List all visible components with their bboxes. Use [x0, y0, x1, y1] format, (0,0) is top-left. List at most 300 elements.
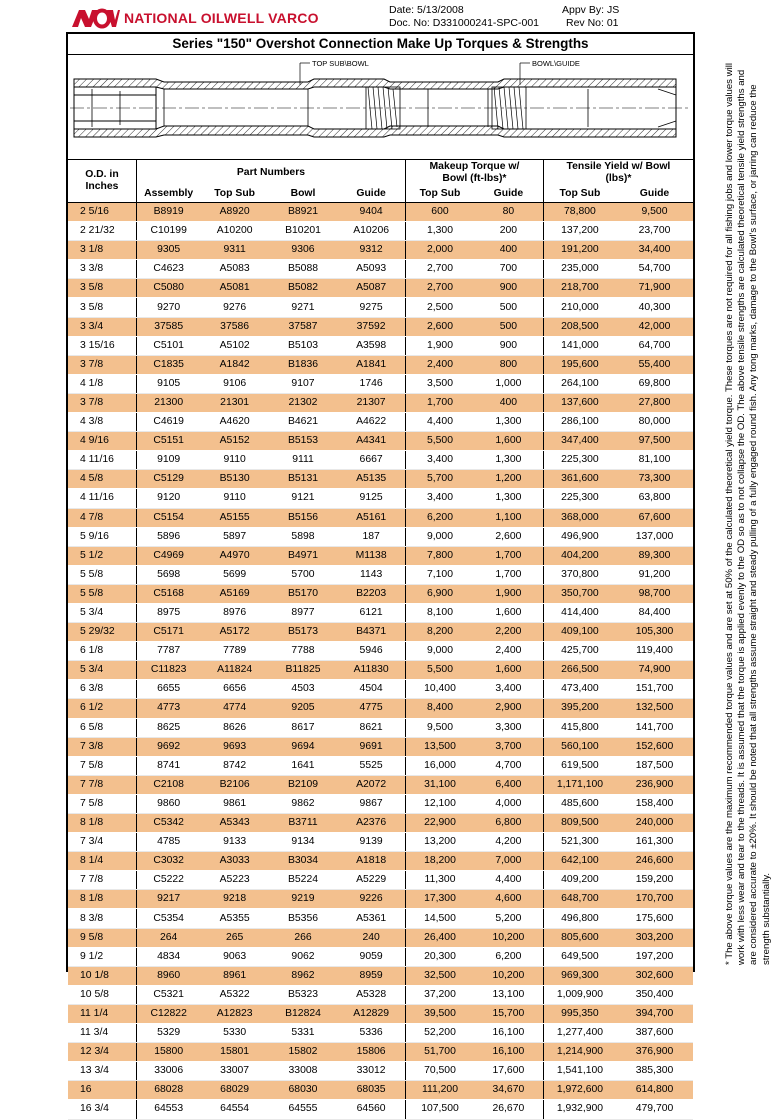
table-cell: A3598	[337, 336, 405, 355]
table-cell: 3 7/8	[68, 355, 136, 374]
table-cell: 9107	[269, 374, 337, 393]
table-cell: 409,200	[543, 871, 616, 890]
table-cell: 68030	[269, 1081, 337, 1100]
table-row	[68, 603, 693, 622]
table-cell: 485,600	[543, 794, 616, 813]
table-cell: 1,700	[474, 546, 543, 565]
table-cell: 4 7/8	[68, 508, 136, 527]
table-cell: 1,700	[406, 393, 474, 412]
table-cell: 2,700	[406, 260, 474, 279]
table-cell: 5 5/8	[68, 565, 136, 584]
table-cell: 5331	[269, 1024, 337, 1043]
table-cell: 9312	[337, 241, 405, 260]
table-cell: 64553	[136, 1100, 200, 1119]
table-row	[68, 546, 693, 565]
table-cell: C12822	[136, 1004, 200, 1023]
table-cell: 8741	[136, 756, 200, 775]
table-cell: 4,200	[474, 833, 543, 852]
table-cell: 1,300	[474, 451, 543, 470]
table-row	[68, 718, 693, 737]
table-cell: B8919	[136, 203, 200, 222]
table-cell: 5700	[269, 565, 337, 584]
table-cell: 1,600	[474, 661, 543, 680]
table-row	[68, 489, 693, 508]
table-cell: 4773	[136, 699, 200, 718]
table-cell: 414,400	[543, 603, 616, 622]
table-cell: 400	[474, 241, 543, 260]
table-cell: C5080	[136, 279, 200, 298]
table-cell: A1818	[337, 852, 405, 871]
table-cell: 9 5/8	[68, 928, 136, 947]
table-cell: 16,100	[474, 1043, 543, 1062]
table-cell: 21307	[337, 393, 405, 412]
table-cell: 2 21/32	[68, 222, 136, 241]
table-cell: 11,300	[406, 871, 474, 890]
table-cell: 7 5/8	[68, 794, 136, 813]
table-cell: 9219	[269, 890, 337, 909]
table-cell: 5,500	[406, 432, 474, 451]
table-cell: 415,800	[543, 718, 616, 737]
table-cell: 500	[474, 317, 543, 336]
table-cell: 69,800	[616, 374, 693, 393]
table-cell: 9311	[200, 241, 268, 260]
table-row	[68, 393, 693, 412]
col-top-sub: Top Sub	[200, 186, 268, 203]
table-cell: A5328	[337, 985, 405, 1004]
table-cell: 4775	[337, 699, 405, 718]
col-makeup-torque: Makeup Torque w/ Bowl (ft-lbs)*	[406, 160, 544, 186]
table-cell: 9110	[200, 451, 268, 470]
table-cell: B4971	[269, 546, 337, 565]
table-row	[68, 680, 693, 699]
table-cell: 78,800	[543, 203, 616, 222]
table-cell: A10200	[200, 222, 268, 241]
table-cell: 68035	[337, 1081, 405, 1100]
table-cell: B5170	[269, 584, 337, 603]
table-cell: A5093	[337, 260, 405, 279]
table-cell: 4785	[136, 833, 200, 852]
table-cell: 9,500	[616, 203, 693, 222]
table-cell: 151,700	[616, 680, 693, 699]
table-cell: 1,700	[474, 565, 543, 584]
table-cell: 394,700	[616, 1004, 693, 1023]
table-cell: 218,700	[543, 279, 616, 298]
table-row	[68, 374, 693, 393]
table-cell: 11 1/4	[68, 1004, 136, 1023]
table-cell: 3,500	[406, 374, 474, 393]
col-mt-top-sub: Top Sub	[406, 186, 474, 203]
table-cell: 5 1/2	[68, 546, 136, 565]
table-cell: 16	[68, 1081, 136, 1100]
table-cell: C5321	[136, 985, 200, 1004]
table-cell: A5169	[200, 584, 268, 603]
table-cell: 1,600	[474, 432, 543, 451]
table-row	[68, 317, 693, 336]
table-cell: 97,500	[616, 432, 693, 451]
table-cell: 286,100	[543, 413, 616, 432]
table-cell: 210,000	[543, 298, 616, 317]
table-cell: 33006	[136, 1062, 200, 1081]
table-cell: 8975	[136, 603, 200, 622]
table-cell: 521,300	[543, 833, 616, 852]
table-cell: 3,400	[406, 489, 474, 508]
table-cell: 404,200	[543, 546, 616, 565]
table-cell: 195,600	[543, 355, 616, 374]
table-cell: A2072	[337, 775, 405, 794]
table-cell: A5161	[337, 508, 405, 527]
table-cell: 6,200	[474, 947, 543, 966]
label-top-sub-bowl: TOP SUB\BOWL	[312, 59, 369, 68]
table-cell: B3034	[269, 852, 337, 871]
table-cell: 6655	[136, 680, 200, 699]
table-cell: 5699	[200, 565, 268, 584]
table-cell: A5229	[337, 871, 405, 890]
table-cell: 52,200	[406, 1024, 474, 1043]
table-cell: 4,400	[474, 871, 543, 890]
table-row	[68, 814, 693, 833]
col-bowl: Bowl	[269, 186, 337, 203]
table-cell: 1143	[337, 565, 405, 584]
table-cell: 7789	[200, 642, 268, 661]
table-cell: 350,700	[543, 584, 616, 603]
table-cell: 9275	[337, 298, 405, 317]
table-row	[68, 241, 693, 260]
table-cell: 7788	[269, 642, 337, 661]
table-row	[68, 413, 693, 432]
table-cell: 31,100	[406, 775, 474, 794]
table-cell: 137,000	[616, 527, 693, 546]
table-cell: A2376	[337, 814, 405, 833]
table-cell: 9110	[200, 489, 268, 508]
table-cell: 3,400	[406, 451, 474, 470]
table-cell: 235,000	[543, 260, 616, 279]
table-cell: A5135	[337, 470, 405, 489]
col-ty-guide: Guide	[616, 186, 693, 203]
table-cell: 264	[136, 928, 200, 947]
table-cell: A1841	[337, 355, 405, 374]
overshot-connection-drawing	[68, 55, 693, 160]
table-cell: 5896	[136, 527, 200, 546]
table-cell: 141,700	[616, 718, 693, 737]
company-name: NATIONAL OILWELL VARCO	[124, 10, 319, 26]
table-cell: 9120	[136, 489, 200, 508]
table-row	[68, 451, 693, 470]
table-cell: B4621	[269, 413, 337, 432]
table-cell: 13,100	[474, 985, 543, 1004]
table-cell: 7,800	[406, 546, 474, 565]
table-cell: 16,000	[406, 756, 474, 775]
table-cell: C3032	[136, 852, 200, 871]
table-row	[68, 947, 693, 966]
table-cell: 137,200	[543, 222, 616, 241]
table-row	[68, 1100, 693, 1119]
table-cell: 26,670	[474, 1100, 543, 1119]
table-cell: 21300	[136, 393, 200, 412]
table-cell: 12,100	[406, 794, 474, 813]
table-cell: B10201	[269, 222, 337, 241]
table-row	[68, 928, 693, 947]
table-cell: B5103	[269, 336, 337, 355]
table-cell: 225,300	[543, 451, 616, 470]
doc-number: Doc. No: D331000241-SPC-001	[389, 17, 540, 29]
table-row	[68, 871, 693, 890]
table-row	[68, 985, 693, 1004]
table-cell: 64555	[269, 1100, 337, 1119]
table-row	[68, 1024, 693, 1043]
table-cell: 2,200	[474, 623, 543, 642]
table-cell: 70,500	[406, 1062, 474, 1081]
table-row	[68, 279, 693, 298]
table-cell: 5,500	[406, 661, 474, 680]
table-cell: C11823	[136, 661, 200, 680]
table-cell: A5083	[200, 260, 268, 279]
table-cell: 9691	[337, 737, 405, 756]
table-cell: 2 5/16	[68, 203, 136, 222]
table-cell: B2203	[337, 584, 405, 603]
table-cell: 4 3/8	[68, 413, 136, 432]
col-part-numbers: Part Numbers	[136, 160, 405, 186]
table-cell: 21302	[269, 393, 337, 412]
table-cell: 1,100	[474, 508, 543, 527]
table-cell: 22,900	[406, 814, 474, 833]
table-cell: 266	[269, 928, 337, 947]
table-cell: 74,900	[616, 661, 693, 680]
table-cell: 137,600	[543, 393, 616, 412]
table-cell: 4834	[136, 947, 200, 966]
table-cell: 368,000	[543, 508, 616, 527]
table-cell: 4 11/16	[68, 489, 136, 508]
table-cell: 347,400	[543, 432, 616, 451]
table-cell: 68028	[136, 1081, 200, 1100]
table-cell: 5 3/4	[68, 661, 136, 680]
table-cell: B5224	[269, 871, 337, 890]
revision-number: Rev No: 01	[566, 17, 619, 29]
col-mt-guide: Guide	[474, 186, 543, 203]
table-cell: B5173	[269, 623, 337, 642]
table-row	[68, 623, 693, 642]
table-cell: 8617	[269, 718, 337, 737]
table-cell: 496,900	[543, 527, 616, 546]
table-cell: 400	[474, 393, 543, 412]
table-cell: 8626	[200, 718, 268, 737]
table-cell: 8961	[200, 966, 268, 985]
table-cell: 105,300	[616, 623, 693, 642]
table-cell: 64,700	[616, 336, 693, 355]
table-cell: 264,100	[543, 374, 616, 393]
table-cell: 4774	[200, 699, 268, 718]
table-row	[68, 909, 693, 928]
table-cell: B4371	[337, 623, 405, 642]
table-cell: 265	[200, 928, 268, 947]
table-cell: 15801	[200, 1043, 268, 1062]
table-cell: 4503	[269, 680, 337, 699]
table-cell: B12824	[269, 1004, 337, 1023]
table-cell: 187,500	[616, 756, 693, 775]
table-row	[68, 756, 693, 775]
table-cell: 8959	[337, 966, 405, 985]
table-cell: B5356	[269, 909, 337, 928]
table-cell: 9106	[200, 374, 268, 393]
table-cell: 158,400	[616, 794, 693, 813]
table-cell: 4,400	[406, 413, 474, 432]
table-cell: 240	[337, 928, 405, 947]
table-cell: 1,600	[474, 603, 543, 622]
footnote-container	[704, 60, 772, 970]
table-cell: 1,300	[406, 222, 474, 241]
table-cell: 6656	[200, 680, 268, 699]
table-cell: 13 3/4	[68, 1062, 136, 1081]
table-cell: 73,300	[616, 470, 693, 489]
table-cell: 4,000	[474, 794, 543, 813]
table-cell: 6 1/8	[68, 642, 136, 661]
col-tensile-yield: Tensile Yield w/ Bowl (lbs)*	[543, 160, 693, 186]
table-cell: 5946	[337, 642, 405, 661]
table-cell: 9,000	[406, 527, 474, 546]
table-cell: 5329	[136, 1024, 200, 1043]
table-cell: A8920	[200, 203, 268, 222]
table-row	[68, 775, 693, 794]
table-cell: 64554	[200, 1100, 268, 1119]
table-row	[68, 966, 693, 985]
table-cell: 9139	[337, 833, 405, 852]
table-cell: A5322	[200, 985, 268, 1004]
table-cell: 8625	[136, 718, 200, 737]
table-cell: A10206	[337, 222, 405, 241]
table-cell: 15806	[337, 1043, 405, 1062]
table-cell: 5 29/32	[68, 623, 136, 642]
table-cell: 33012	[337, 1062, 405, 1081]
table-cell: 5698	[136, 565, 200, 584]
table-cell: 107,500	[406, 1100, 474, 1119]
table-cell: 2,500	[406, 298, 474, 317]
table-cell: 6121	[337, 603, 405, 622]
table-cell: 119,400	[616, 642, 693, 661]
table-cell: 8621	[337, 718, 405, 737]
table-cell: 191,200	[543, 241, 616, 260]
table-cell: 266,500	[543, 661, 616, 680]
table-cell: 132,500	[616, 699, 693, 718]
table-cell: 9218	[200, 890, 268, 909]
table-cell: 496,800	[543, 909, 616, 928]
table-row	[68, 565, 693, 584]
table-row	[68, 699, 693, 718]
table-cell: 3 1/8	[68, 241, 136, 260]
table-cell: 648,700	[543, 890, 616, 909]
table-cell: 900	[474, 336, 543, 355]
table-cell: 1,214,900	[543, 1043, 616, 1062]
table-cell: C2108	[136, 775, 200, 794]
table-cell: 5525	[337, 756, 405, 775]
table-cell: 5 5/8	[68, 584, 136, 603]
table-cell: 80,000	[616, 413, 693, 432]
approved-by: Appv By: JS	[562, 4, 620, 16]
table-row	[68, 833, 693, 852]
table-cell: C5342	[136, 814, 200, 833]
table-cell: 5330	[200, 1024, 268, 1043]
table-cell: 9860	[136, 794, 200, 813]
table-cell: B8921	[269, 203, 337, 222]
table-cell: 370,800	[543, 565, 616, 584]
table-row	[68, 470, 693, 489]
table-cell: 55,400	[616, 355, 693, 374]
table-cell: 9 1/2	[68, 947, 136, 966]
table-cell: 4 11/16	[68, 451, 136, 470]
table-cell: A12829	[337, 1004, 405, 1023]
table-cell: 15800	[136, 1043, 200, 1062]
table-cell: B5130	[200, 470, 268, 489]
table-cell: 9109	[136, 451, 200, 470]
table-cell: A3033	[200, 852, 268, 871]
table-cell: 8 1/8	[68, 890, 136, 909]
table-cell: A5152	[200, 432, 268, 451]
table-cell: 9133	[200, 833, 268, 852]
table-cell: 32,500	[406, 966, 474, 985]
table-cell: 2,600	[474, 527, 543, 546]
col-ty-top-sub: Top Sub	[543, 186, 616, 203]
table-cell: 51,700	[406, 1043, 474, 1062]
table-cell: B5082	[269, 279, 337, 298]
table-cell: 7,100	[406, 565, 474, 584]
table-cell: A5355	[200, 909, 268, 928]
table-cell: 9693	[200, 737, 268, 756]
table-cell: B5131	[269, 470, 337, 489]
table-cell: 6,200	[406, 508, 474, 527]
table-cell: B11825	[269, 661, 337, 680]
table-cell: 2,400	[474, 642, 543, 661]
table-cell: C5168	[136, 584, 200, 603]
table-cell: 969,300	[543, 966, 616, 985]
table-cell: 1,900	[406, 336, 474, 355]
table-cell: 5 3/4	[68, 603, 136, 622]
table-cell: 4,600	[474, 890, 543, 909]
table-row	[68, 1081, 693, 1100]
table-cell: 5,700	[406, 470, 474, 489]
table-cell: A12823	[200, 1004, 268, 1023]
table-cell: 9134	[269, 833, 337, 852]
cross-section-diagram	[68, 55, 693, 159]
table-cell: 8742	[200, 756, 268, 775]
table-cell: 350,400	[616, 985, 693, 1004]
table-cell: 37592	[337, 317, 405, 336]
table-cell: A5223	[200, 871, 268, 890]
table-cell: A5081	[200, 279, 268, 298]
table-cell: 225,300	[543, 489, 616, 508]
table-cell: 197,200	[616, 947, 693, 966]
table-cell: M1138	[337, 546, 405, 565]
table-cell: 68029	[200, 1081, 268, 1100]
table-cell: C5101	[136, 336, 200, 355]
table-cell: 7 3/4	[68, 833, 136, 852]
table-cell: 6 5/8	[68, 718, 136, 737]
table-cell: 3 3/4	[68, 317, 136, 336]
table-cell: A4970	[200, 546, 268, 565]
table-cell: B5323	[269, 985, 337, 1004]
table-cell: 1,277,400	[543, 1024, 616, 1043]
table-cell: 5898	[269, 527, 337, 546]
table-cell: 9205	[269, 699, 337, 718]
table-cell: 9271	[269, 298, 337, 317]
table-cell: 387,600	[616, 1024, 693, 1043]
table-cell: 5,200	[474, 909, 543, 928]
table-cell: 37,200	[406, 985, 474, 1004]
table-cell: 14,500	[406, 909, 474, 928]
table-cell: 9059	[337, 947, 405, 966]
table-cell: 8976	[200, 603, 268, 622]
table-cell: 7,000	[474, 852, 543, 871]
table-cell: A4622	[337, 413, 405, 432]
table-cell: 15802	[269, 1043, 337, 1062]
table-cell: A11824	[200, 661, 268, 680]
